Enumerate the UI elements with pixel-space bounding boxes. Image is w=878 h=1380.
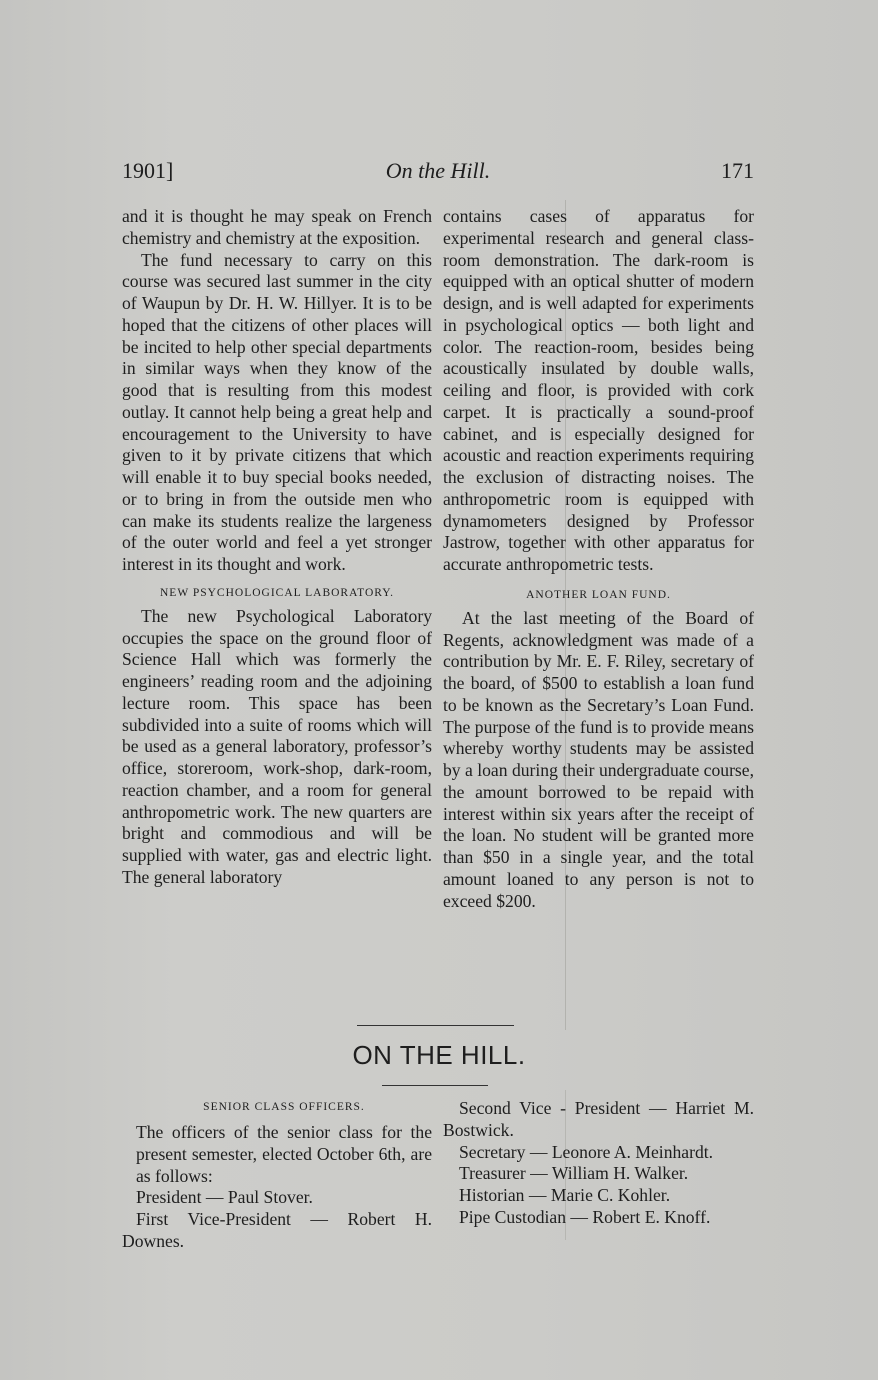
officer-president: President — Paul Stover. [136, 1187, 313, 1208]
left-column [122, 206, 432, 889]
senior-officers-subheading: SENIOR CLASS OFFICERS. [203, 1101, 365, 1113]
loan-fund-subheading: ANOTHER LOAN FUND. [526, 588, 671, 601]
right-column [443, 206, 754, 912]
section-rule-bottom [382, 1085, 488, 1086]
left-paragraph-2: The fund necessary to carry on this course was secured last summer in the city of Waupun by Dr. H. W. Hillyer. It is to be hoped that the citizens of other places will be incited to help other special departments in similar ways when they know of the good that is resulting from this modest outlay. It cannot help being a great help and encouragement to the University to have given to it by private citizens that which will enable it to buy special books needed, or to bring in from the outside men who can make its students realize the largeness of the outer world and feel a yet stronger interest in its thought and work. [122, 249, 432, 574]
officer-second-vp: Second Vice - President — Harriet M. Bostwick. [443, 1098, 754, 1140]
officers-right-column [443, 1098, 754, 1229]
right-paragraph-1: contains cases of apparatus for experimental research and general class-room demonstration. The dark-room is equipped with an optical shutter of modern design, and is well adapted for experiments in psychological optics — both light and color. The reaction-room, besides being acoustically insulated by double walls, ceiling and floor, is provided with cork carpet. It is practically a sound-proof cabinet, and is especially designed for acoustic and reaction experiments requiring the exclusion of distracting noises. The anthropometric room is equipped with dynamometers designed by Professor Jastrow, together with other apparatus for accurate anthropometric tests. [443, 206, 754, 574]
left-paragraph-1: and it is thought he may speak on French chemistry and chemistry at the exposition. [122, 206, 432, 248]
officer-historian: Historian — Marie C. Kohler. [459, 1185, 671, 1205]
section-title: ON THE HILL. [352, 1040, 526, 1070]
section-rule-top [357, 1025, 514, 1026]
page-number: 171 [721, 158, 754, 183]
officer-secretary: Secretary — Leonore A. Meinhardt. [459, 1141, 714, 1162]
officer-pipe-custodian: Pipe Custodian — Robert E. Knoff. [459, 1206, 711, 1227]
header-year: 1901] [122, 158, 174, 183]
running-title: On the Hill. [385, 158, 491, 183]
officer-first-vp: First Vice-President — Robert H. Downes. [122, 1209, 432, 1251]
psych-lab-subheading: NEW PSYCHOLOGICAL LABORATORY. [159, 586, 394, 599]
running-header [122, 158, 754, 190]
officers-intro: The officers of the senior class for the present semester, elected October 6th, are as follows: [136, 1122, 432, 1186]
officer-treasurer: Treasurer — William H. Walker. [459, 1163, 689, 1184]
left-paragraph-3: The new Psychological Laboratory occupies the space on the ground floor of Science Hall which was formerly the engineers’ reading room and the adjoining lecture room. This space has been subdivided into a suite of rooms which will be used as a general laboratory, professor’s office, storeroom, work-shop, dark-room, reaction chamber, and a room for general anthropometric work. The new quarters are bright and commodious and will be supplied with water, gas and electric light. The general laboratory [122, 605, 432, 887]
right-paragraph-2: At the last meeting of the Board of Regents, acknowledgment was made of a contribution by Mr. E. F. Riley, secretary of the board, of $500 to establish a loan fund to be known as the Secretary’s Loan Fund. The purpose of the fund is to provide means whereby worthy students may be assisted by a loan during their undergraduate course, the amount borrowed to be repaid with interest within six years after the receipt of the loan. No student will be granted more than $50 in a single year, and the total amount loaned to any person is not to exceed $200. [443, 607, 754, 911]
officers-left-column [122, 1098, 432, 1253]
